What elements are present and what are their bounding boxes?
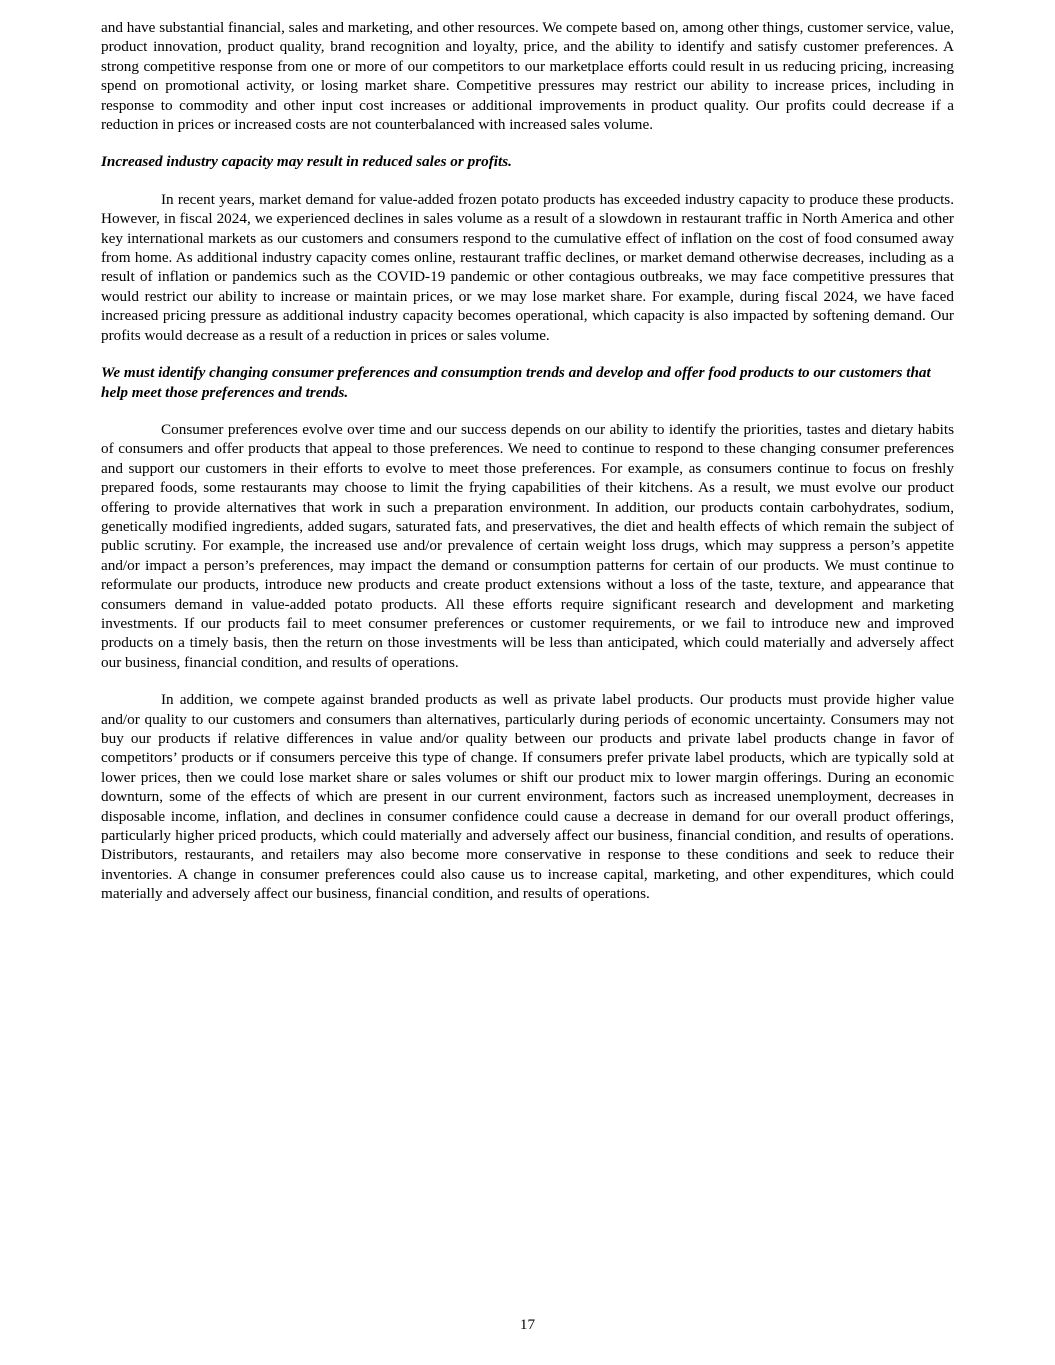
consumer-preferences-paragraph-2: In addition, we compete against branded products as well as private label products. Our products must provide higher value and/or quality to our customers and consumers than alternatives, particularly during periods of economic uncertainty. Consumers may not buy our products if relative differences in value and/or quality between our products and private label products change in favor of competitors’ products or if consumers perceive this type of change. If consumers prefer private label products, which are typically sold at lower prices, then we could lose market share or sales volumes or shift our product mix to lower margin offerings. During an economic downturn, some of the effects of which are present in our current environment, factors such as increased unemployment, decreases in disposable income, inflation, and declines in consumer confidence could cause a decrease in demand for our overall product offerings, particularly higher priced products, which could materially and adversely affect our business, financial condition, and results of operations. Distributors, restaurants, and retailers may also become more conservative in response to these conditions and seek to reduce their inventories. A change in consumer preferences could also cause us to increase capital, marketing, and other expenditures, which could materially and adversely affect our business, financial condition, and results of operations. (101, 691, 954, 903)
section-heading-industry-capacity: Increased industry capacity may result in reduced sales or profits. (101, 153, 512, 171)
intro-paragraph: and have substantial financial, sales and marketing, and other resources. We compete based on, among other things, customer service, value, product innovation, product quality, brand recognition and loyalty, price, and the ability to identify and satisfy customer preferences. A strong competitive response from one or more of our competitors to our marketplace efforts could result in us reducing pricing, increasing spend on promotional activity, or losing market share. Competitive pressures may restrict our ability to increase prices, including in response to commodity and other input cost increases or additional improvements in product quality. Our profits could decrease if a reduction in prices or increased costs are not counterbalanced with increased sales volume. (101, 19, 954, 134)
page-number: 17 (519, 1316, 536, 1333)
industry-capacity-paragraph: In recent years, market demand for value-added frozen potato products has exceeded industry capacity to produce these products. However, in fiscal 2024, we experienced declines in sales volume as a result of a slowdown in restaurant traffic in North America and other key international markets as our customers and consumers respond to the cumulative effect of inflation on the cost of food consumed away from home. As additional industry capacity comes online, restaurant traffic declines, or market demand otherwise decreases, including as a result of inflation or pandemics such as the COVID-19 pandemic or other contagious outbreaks, we may face competitive pressures that would restrict our ability to increase or maintain prices, or we may lose market share. For example, during fiscal 2024, we have faced increased pricing pressure as additional industry capacity becomes operational, which capacity is also impacted by softening demand. Our profits would decrease as a result of a reduction in prices or sales volume. (101, 190, 954, 344)
document-page (101, 18, 954, 922)
consumer-preferences-paragraph-1: Consumer preferences evolve over time and our success depends on our ability to identify the priorities, tastes and dietary habits of consumers and offer products that appeal to those preferences. We need to continue to respond to these changing consumer preferences and support our customers in their efforts to evolve to meet those preferences. For example, as consumers continue to focus on freshly prepared foods, some restaurants may choose to limit the frying capabilities of their kitchens. As a result, we must evolve our product offering to provide alternatives that work in such a preparation environment. In addition, our products contain carbohydrates, sodium, genetically modified ingredients, added sugars, saturated fats, and preservatives, the diet and health effects of which remain the subject of public scrutiny. For example, the increased use and/or prevalence of certain weight loss drugs, which may suppress a person’s appetite and/or impact a person’s preferences, may impact the demand or consumption patterns for certain of our products. We must continue to reformulate our products, introduce new products and create product extensions without a loss of the taste, texture, and appearance that consumers demand in value-added potato products. All these efforts require significant research and development and marketing investments. If our products fail to meet consumer preferences or customer requirements, or we fail to introduce new and improved products on a timely basis, then the return on those investments will be less than anticipated, which could materially and adversely affect our business, financial condition, and results of operations. (101, 420, 954, 671)
section-heading-consumer-preferences: We must identify changing consumer preferences and consumption trends and develop and offer food products to our customers that help meet those preferences and trends. (101, 364, 931, 401)
